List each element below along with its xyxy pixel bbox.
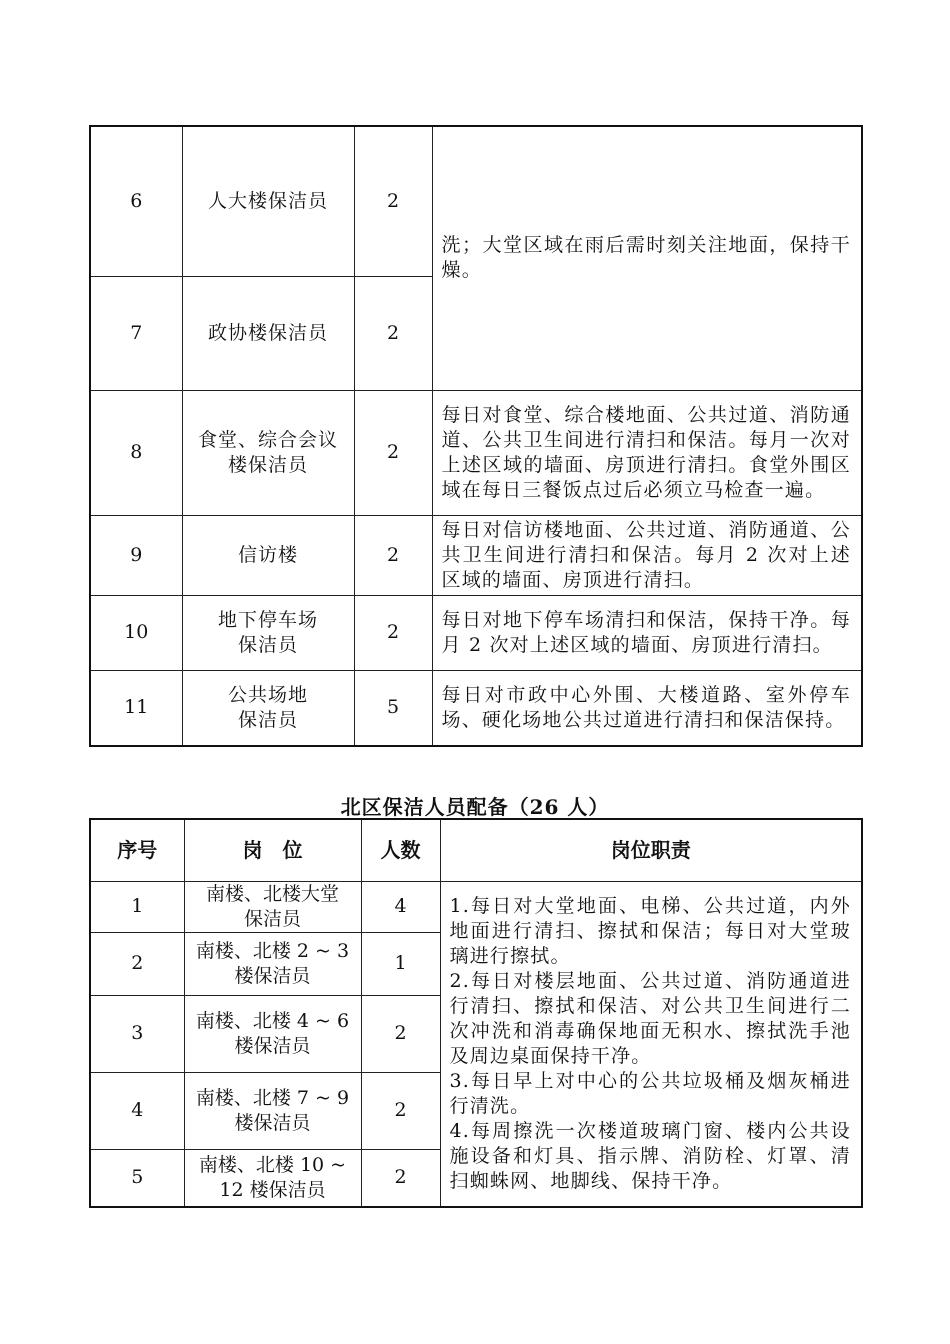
staff-table-continued <box>89 125 863 747</box>
duty-description: 洗；大堂区域在雨后需时刻关注地面，保持干燥。 <box>432 126 862 390</box>
staff-count: 1 <box>361 932 440 995</box>
staff-count: 2 <box>354 515 432 595</box>
staff-count: 2 <box>361 1149 440 1207</box>
row-number: 10 <box>90 595 182 670</box>
post-name <box>184 995 361 1072</box>
post-name-line: 12 楼保洁员 <box>219 1178 326 1201</box>
header-count: 人数 <box>361 819 440 881</box>
post-name: 政协楼保洁员 <box>182 276 354 390</box>
row-number: 6 <box>90 126 182 276</box>
post-name-line: 楼保洁员 <box>234 964 311 987</box>
header-post: 岗 位 <box>184 819 361 881</box>
post-name-line: 南楼、北楼 2 ~ 3 <box>195 939 350 962</box>
staff-count: 2 <box>354 390 432 515</box>
duty-description: 每日对食堂、综合楼地面、公共过道、消防通道、公共卫生间进行清扫和保洁。每月一次对上述区域的墙面、房顶进行清扫。食堂外围区域在每日三餐饭点过后必须立马检查一遍。 <box>432 390 862 515</box>
row-number: 8 <box>90 390 182 515</box>
staff-count: 5 <box>354 670 432 746</box>
staff-count: 2 <box>354 595 432 670</box>
row-number: 5 <box>90 1149 184 1207</box>
staff-count: 2 <box>354 126 432 276</box>
post-name-line: 南楼、北楼大堂 <box>205 882 339 905</box>
post-name <box>184 1149 361 1207</box>
post-name <box>182 670 354 746</box>
post-name <box>182 595 354 670</box>
post-name: 人大楼保洁员 <box>182 126 354 276</box>
post-name-line: 南楼、北楼 4 ~ 6 <box>195 1009 350 1032</box>
post-name-line: 保洁员 <box>243 907 301 930</box>
post-name <box>184 1072 361 1149</box>
duty-description: 每日对地下停车场清扫和保洁，保持干净。每月 2 次对上述区域的墙面、房顶进行清扫。 <box>432 595 862 670</box>
staff-count: 2 <box>361 1072 440 1149</box>
row-number: 3 <box>90 995 184 1072</box>
table-row <box>90 670 862 746</box>
table-row <box>90 515 862 595</box>
section-title: 北区保洁人员配备（26 人） <box>340 795 610 819</box>
row-number: 11 <box>90 670 182 746</box>
table-row <box>90 595 862 670</box>
header-number: 序号 <box>90 819 184 881</box>
post-name-line: 楼保洁员 <box>234 1034 311 1057</box>
duty-item: 3.每日早上对中心的公共垃圾桶及烟灰桶进行清洗。 <box>449 1069 851 1117</box>
post-name <box>184 881 361 932</box>
staff-count: 4 <box>361 881 440 932</box>
duty-item: 2.每日对楼层地面、公共过道、消防通道进行清扫、擦拭和保洁、对公共卫生间进行二次冲洗和消毒确保地面无积水、擦拭洗手池及周边桌面保持干净。 <box>449 969 851 1067</box>
post-name-line: 南楼、北楼 10 ~ <box>198 1153 347 1176</box>
post-name <box>184 932 361 995</box>
staff-count: 2 <box>354 276 432 390</box>
row-number: 2 <box>90 932 184 995</box>
table-row <box>90 126 862 276</box>
row-number: 7 <box>90 276 182 390</box>
post-name: 食堂、综合会议楼保洁员 <box>182 390 354 515</box>
table-row <box>90 881 862 932</box>
post-name-line: 保洁员 <box>237 708 298 731</box>
post-name-line: 楼保洁员 <box>234 1111 311 1134</box>
row-number: 1 <box>90 881 184 932</box>
table-row <box>90 390 862 515</box>
duty-list <box>440 881 862 1207</box>
post-name: 信访楼 <box>182 515 354 595</box>
duty-item: 1.每日对大堂地面、电梯、公共过道，内外地面进行清扫、擦拭和保洁；每日对大堂玻璃进行擦拭。 <box>449 894 851 967</box>
post-name-line: 保洁员 <box>237 633 298 656</box>
duty-description: 每日对市政中心外围、大楼道路、室外停车场、硬化场地公共过道进行清扫和保洁保持。 <box>432 670 862 746</box>
duty-item: 4.每周擦洗一次楼道玻璃门窗、楼内公共设施设备和灯具、指示牌、消防栓、灯罩、清扫蜘蛛网、地脚线、保持干净。 <box>449 1119 851 1192</box>
post-name-line: 南楼、北楼 7 ~ 9 <box>195 1086 350 1109</box>
post-name-line: 地下停车场 <box>217 608 318 631</box>
header-duty: 岗位职责 <box>440 819 862 881</box>
duty-description: 每日对信访楼地面、公共过道、消防通道、公共卫生间进行清扫和保洁。每月 2 次对上述区域的墙面、房顶进行清扫。 <box>432 515 862 595</box>
north-staff-table <box>89 818 863 1208</box>
post-name-line: 公共场地 <box>227 683 308 706</box>
staff-count: 2 <box>361 995 440 1072</box>
row-number: 4 <box>90 1072 184 1149</box>
table-header-row <box>90 819 862 881</box>
row-number: 9 <box>90 515 182 595</box>
